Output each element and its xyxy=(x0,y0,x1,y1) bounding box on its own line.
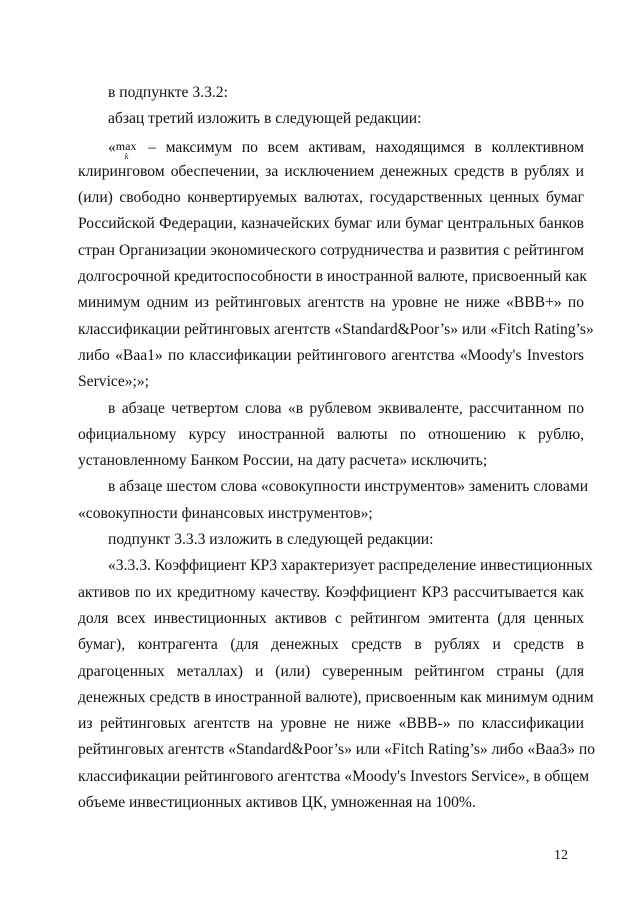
max-operator xyxy=(116,133,137,159)
paragraph-line: в абзаце шестом слова «совокупности инструментов» заменить словами xyxy=(108,478,589,496)
paragraph-line: из рейтинговых агентств на уровне не ниже «BBB-» по классификации xyxy=(78,715,584,733)
paragraph-line: Российской Федерации, казначейских бумаг или бумаг центральных банков xyxy=(78,215,584,233)
paragraph-line: классификации рейтинговых агентств «Standard&Poor’s» или «Fitch Rating’s» xyxy=(78,320,594,338)
paragraph-line: минимум одним из рейтинговых агентств на уровне не ниже «BBB+» по xyxy=(78,294,584,312)
paragraph-line: установленному Банком России, на дату расчета» исключить; xyxy=(78,452,488,470)
paragraph-line: «3.3.3. Коэффициент КР3 характеризует распределение инвестиционных xyxy=(108,557,593,575)
paragraph-line: доля всех инвестиционных активов с рейтингом эмитента (для ценных xyxy=(78,609,584,627)
paragraph-line: драгоценных металлах) и (или) суверенным рейтингом страны (для xyxy=(78,662,584,680)
paragraph-line: объеме инвестиционных активов ЦК, умноженная на 100%. xyxy=(78,794,476,812)
paragraph-line: классификации рейтингового агентства «Moody's Investors Service», в общем xyxy=(78,767,590,785)
paragraph-line: либо «Baa1» по классификации рейтингового агентства «Moody's Investors xyxy=(78,346,584,364)
paragraph-line: подпункт 3.3.3 изложить в следующей редакции: xyxy=(108,531,434,549)
paragraph-line: в абзаце четвертом слова «в рублевом эквиваленте, рассчитанном по xyxy=(108,399,584,417)
formula-description: – максимум по всем активам, находящимся в коллективном xyxy=(148,138,584,156)
paragraph-line: бумаг), контрагента (для денежных средств в рублях и средств в xyxy=(78,636,584,654)
document-body xyxy=(78,80,596,816)
page-number: 12 xyxy=(554,848,568,863)
paragraph-line: абзац третий изложить в следующей редакции: xyxy=(108,110,422,128)
paragraph-line: официальному курсу иностранной валюты по отношению к рублю, xyxy=(78,425,584,443)
paragraph-line: «совокупности финансовых инструментов»; xyxy=(78,504,373,522)
paragraph-line: рейтинговых агентств «Standard&Poor’s» или «Fitch Rating’s» либо «Baa3» по xyxy=(78,741,596,759)
paragraph-line: клиринговом обеспечении, за исключением денежных средств в рублях и xyxy=(78,162,584,180)
paragraph-line: стран Организации экономического сотрудничества и развития с рейтингом xyxy=(78,241,584,259)
paragraph-line: (или) свободно конвертируемых валютах, государственных ценных бумаг xyxy=(78,189,584,207)
paragraph-line: в подпункте 3.3.2: xyxy=(108,84,228,101)
max-text: max xyxy=(115,138,137,153)
paragraph-line: долгосрочной кредитоспособности в иностранной валюте, присвоенный как xyxy=(78,268,587,286)
formula-line xyxy=(78,133,584,159)
open-quote: « xyxy=(108,138,116,156)
max-subscript: k xyxy=(124,151,129,161)
paragraph-line: Service»;»; xyxy=(78,373,150,391)
paragraph-line: денежных средств в иностранной валюте), присвоенным как минимум одним xyxy=(78,688,594,706)
paragraph-line: активов по их кредитному качеству. Коэффициент КР3 рассчитывается как xyxy=(78,583,584,601)
